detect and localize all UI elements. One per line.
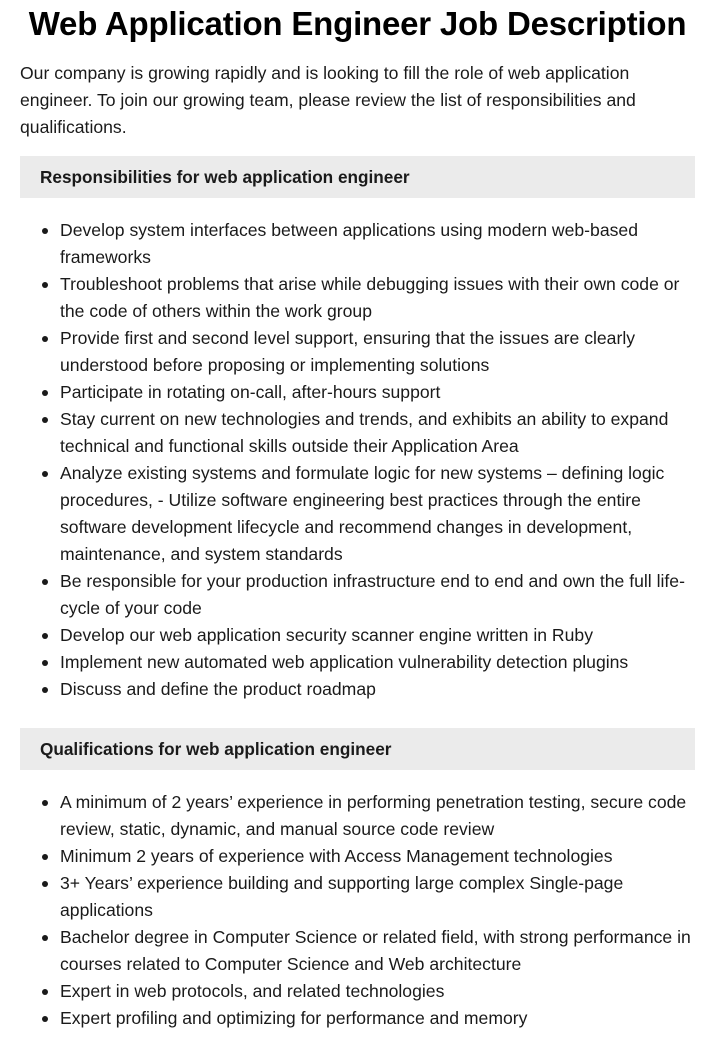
list-item: Stay current on new technologies and trends, and exhibits an ability to expand technical and functional skills outside their Application Area (60, 406, 695, 460)
list-item: Be responsible for your production infrastructure end to end and own the full life-cycle of your code (60, 568, 695, 622)
qualifications-list (20, 789, 695, 1032)
list-item: Bachelor degree in Computer Science or related field, with strong performance in courses related to Computer Science and Web architecture (60, 924, 695, 978)
intro-paragraph: Our company is growing rapidly and is looking to fill the role of web application engineer. To join our growing team, please review the list of responsibilities and qualifications. (20, 63, 636, 137)
list-item: Develop system interfaces between applications using modern web-based frameworks (60, 217, 695, 271)
qualifications-heading: Qualifications for web application engineer (20, 728, 695, 770)
responsibilities-heading: Responsibilities for web application engineer (20, 156, 695, 198)
list-item: Analyze existing systems and formulate logic for new systems – defining logic procedures, - Utilize software engineering best practices through the entire software development lifecycle and recommend changes in development, maintenance, and system standards (60, 460, 695, 568)
list-item: A minimum of 2 years’ experience in performing penetration testing, secure code review, static, dynamic, and manual source code review (60, 789, 695, 843)
list-item: Minimum 2 years of experience with Access Management technologies (60, 843, 695, 870)
list-item: Provide first and second level support, ensuring that the issues are clearly understood before proposing or implementing solutions (60, 325, 695, 379)
qualifications-section (20, 728, 695, 1032)
list-item: 3+ Years’ experience building and supporting large complex Single-page applications (60, 870, 695, 924)
list-item: Expert in web protocols, and related technologies (60, 978, 695, 1005)
page-title: Web Application Engineer Job Description (28, 5, 687, 42)
list-item: Participate in rotating on-call, after-hours support (60, 379, 695, 406)
list-item: Expert profiling and optimizing for performance and memory (60, 1005, 695, 1032)
responsibilities-list (20, 217, 695, 703)
list-item: Discuss and define the product roadmap (60, 676, 695, 703)
list-item: Develop our web application security scanner engine written in Ruby (60, 622, 695, 649)
list-item: Troubleshoot problems that arise while debugging issues with their own code or the code of others within the work group (60, 271, 695, 325)
list-item: Implement new automated web application vulnerability detection plugins (60, 649, 695, 676)
responsibilities-section (20, 156, 695, 703)
